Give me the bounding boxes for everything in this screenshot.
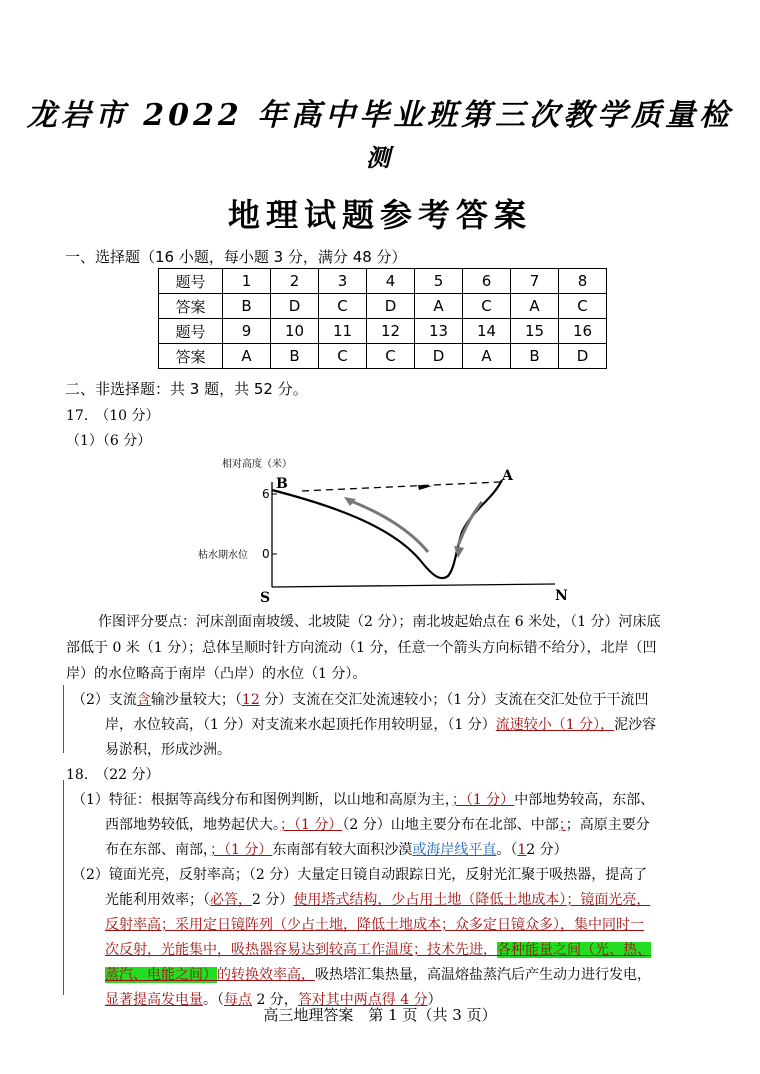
x-axis — [272, 584, 555, 587]
edited-score: 12 — [241, 692, 260, 708]
surface-flow-line — [302, 482, 500, 491]
text-run: 泥沙容 — [614, 717, 657, 733]
riverbed-curve — [272, 480, 502, 578]
text-run: ；高原主要分 — [565, 817, 650, 833]
inserted-text: 反射率高；采用定日镜阵列（少占土地，降低土地成本；众多定日镜众多），集中同时一 — [105, 917, 644, 933]
text-run: 2 分） — [526, 842, 568, 858]
table-cell: A — [463, 344, 511, 369]
text-run: 西部地势较低，地势起伏大。 — [105, 817, 280, 833]
table-cell: A — [511, 294, 559, 319]
row-label: 答案 — [159, 294, 223, 319]
text-run: ） — [427, 992, 442, 1008]
inserted-text: 显著提高发电量 — [105, 992, 203, 1008]
inserted-text: 答对其中两点得 4 分 — [297, 992, 428, 1008]
point-b-label: B — [276, 476, 288, 492]
text-run: 东南部有较大面积沙漠 — [272, 842, 413, 858]
inserted-text: 或海岸线平直 — [412, 842, 497, 858]
table-cell: D — [559, 344, 607, 369]
revision-bar — [63, 685, 64, 753]
page-title-continued: 测 — [366, 143, 394, 172]
text-run: （2）支流 — [72, 692, 137, 708]
table-cell: 9 — [223, 319, 271, 344]
highlighted-text: 各种能量之间（光、热、 — [497, 942, 651, 958]
text-run: 。（ — [203, 992, 224, 1008]
tick-label-0: 0 — [262, 547, 270, 561]
inserted-text: ； — [558, 817, 566, 833]
inserted-text: 次反射，光能集中，吸热器容易达到较高工作温度；技术先进， — [105, 942, 497, 958]
q17-sub2-line-3: 易淤积，形成沙洲。 — [105, 742, 231, 758]
row-label: 题号 — [159, 269, 223, 294]
q17-sub2-line-1 — [72, 688, 649, 714]
tick-label-6: 6 — [262, 487, 270, 501]
table-cell: 11 — [319, 319, 367, 344]
answer-table — [158, 268, 607, 369]
table-cell: C — [463, 294, 511, 319]
inserted-text: 流速较小（1 分）， — [495, 717, 615, 733]
point-a-label: A — [502, 468, 513, 484]
table-cell: 14 — [463, 319, 511, 344]
edited-score: 1 — [517, 842, 527, 858]
dry-season-level-label: 枯水期水位 — [198, 550, 248, 561]
text-run: （1）特征：根据等高线分布和图例判断，以山地和高原为主， — [72, 792, 452, 808]
table-cell: 15 — [511, 319, 559, 344]
table-cell: 6 — [463, 269, 511, 294]
text-run: 2 分） — [252, 892, 294, 908]
text-run: 分）支流在交汇处流速较小；（1 分）支流在交汇处位于干流凹 — [259, 692, 649, 708]
q18-sub2-line-3 — [105, 913, 644, 939]
text-run: 中部地势较高，东部、 — [514, 792, 655, 808]
q18-sub1-line-3 — [105, 838, 568, 864]
table-cell: 8 — [559, 269, 607, 294]
row-label: 答案 — [159, 344, 223, 369]
table-row — [159, 344, 607, 369]
inserted-text: ；（1 分） — [210, 842, 273, 858]
text-run: 2 分， — [252, 992, 298, 1008]
point-n-label: N — [555, 588, 568, 604]
table-cell: 2 — [271, 269, 319, 294]
table-cell: B — [223, 294, 271, 319]
table-cell: 7 — [511, 269, 559, 294]
scoring-line-1: 作图评分要点：河床剖面南坡缓、北坡陡（2 分）；南北坡起始点在 6 米处，（1 分）河床底 — [98, 614, 661, 630]
table-cell: B — [511, 344, 559, 369]
scoring-line-2: 部低于 0 米（1 分）；总体呈顺时针方向流动（1 分，任意一个箭头方向标错不给分），北岸（凹 — [66, 640, 657, 656]
inserted-text: 使用塔式结构，少占用土地（降低土地成本）；镜面光亮， — [293, 892, 651, 908]
undercurrent-arrow-right — [458, 502, 482, 546]
table-cell: C — [319, 344, 367, 369]
point-s-label: S — [260, 590, 271, 606]
inserted-text: 每点 — [224, 992, 252, 1008]
table-cell: 13 — [415, 319, 463, 344]
page-subtitle: 地理试题参考答案 — [227, 196, 532, 234]
inserted-text: 必答， — [210, 892, 252, 908]
table-row — [159, 319, 607, 344]
q18-sub2-line-5 — [105, 963, 651, 989]
section1-heading: 一、选择题（16 小题，每小题 3 分，满分 48 分） — [65, 248, 407, 266]
q17-sub1-label: （1）（6 分） — [66, 433, 152, 449]
y-axis-label: 相对高度（米） — [222, 459, 292, 470]
table-cell: 5 — [415, 269, 463, 294]
table-row — [159, 269, 607, 294]
q18-sub2-line-2 — [105, 888, 650, 914]
flow-arrow-head — [418, 485, 432, 490]
inserted-text: 含 — [136, 692, 151, 708]
table-cell: C — [319, 294, 367, 319]
text-run: 吸热塔汇集热量，高温熔盐蒸汽后产生动力进行发电， — [315, 967, 651, 983]
table-cell: 16 — [559, 319, 607, 344]
text-run: 布在东部、南部， — [105, 842, 210, 858]
q18-label: 18. （22 分） — [66, 767, 160, 783]
table-cell: D — [415, 344, 463, 369]
text-run: 光能利用效率；（ — [105, 892, 210, 908]
table-cell: 1 — [223, 269, 271, 294]
row-label: 题号 — [159, 319, 223, 344]
table-cell: C — [367, 344, 415, 369]
table-cell: 10 — [271, 319, 319, 344]
text-run: 。（ — [496, 842, 518, 858]
q18-sub1-line-2 — [105, 813, 650, 839]
q18-sub2-line-4 — [105, 938, 651, 964]
q17-label: 17. （10 分） — [66, 408, 160, 424]
revision-bar — [63, 780, 64, 995]
inserted-text: ；（1 分） — [280, 817, 343, 833]
highlighted-text: 蒸汽、电能之间） — [105, 967, 217, 983]
q18-sub2-line-1: （2）镜面光亮，反射率高；（2 分）大量定日镜自动跟踪日光，反射光汇聚于吸热器，提高了 — [72, 867, 648, 883]
riverbed-profile-diagram — [198, 450, 580, 606]
scoring-line-3: 岸）的水位略高于南岸（凸岸）的水位（1 分）。 — [66, 666, 367, 682]
inserted-text: 的转换效率高， — [217, 967, 315, 983]
text-run: 输沙量较大；（ — [150, 692, 242, 708]
page-title: 龙岩市 2022 年高中毕业班第三次教学质量检 — [26, 98, 734, 133]
table-cell: C — [559, 294, 607, 319]
table-cell: A — [223, 344, 271, 369]
text-run: 岸，水位较高，（1 分）对支流来水起顶托作用较明显，（1 分） — [105, 717, 496, 733]
table-cell: 4 — [367, 269, 415, 294]
text-run: （2 分）山地主要分布在北部、中部 — [342, 817, 559, 833]
page-footer: 高三地理答案 第 1 页（共 3 页） — [263, 1006, 497, 1024]
inserted-text: ；（1 分） — [451, 792, 515, 808]
table-row — [159, 294, 607, 319]
table-cell: A — [415, 294, 463, 319]
table-cell: 3 — [319, 269, 367, 294]
table-cell: B — [271, 344, 319, 369]
table-cell: D — [271, 294, 319, 319]
q18-sub1-line-1 — [72, 788, 654, 814]
q17-sub2-line-2 — [105, 713, 656, 739]
undercurrent-arrow-left — [348, 500, 428, 552]
table-cell: 12 — [367, 319, 415, 344]
section2-heading: 二、非选择题：共 3 题，共 52 分。 — [65, 380, 308, 398]
table-cell: D — [367, 294, 415, 319]
